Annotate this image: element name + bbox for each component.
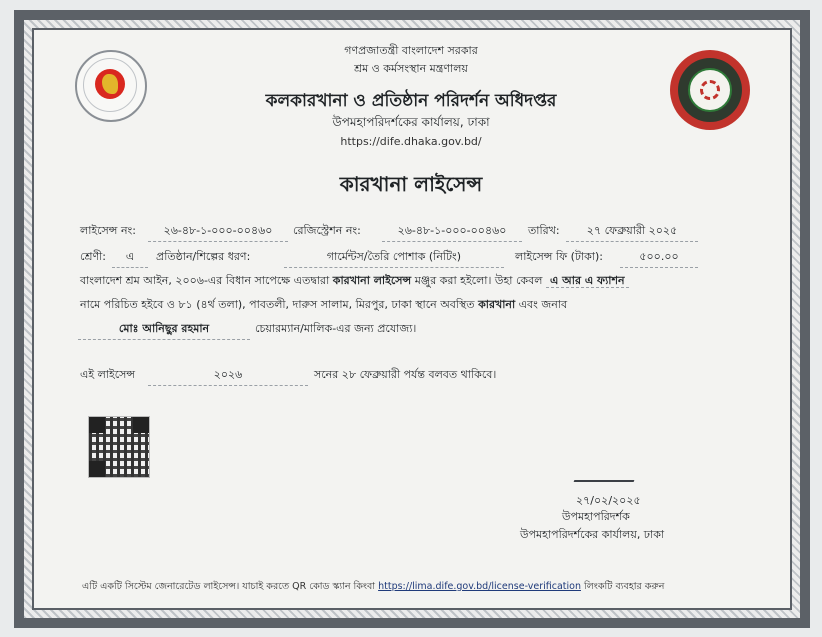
signature-date: ২৭/০২/২০২৫ [576,494,641,507]
fee-value: ৫০০.০০ [620,248,698,268]
certificate-title: কারখানা লাইসেন্স [339,172,483,196]
validity-label: এই লাইসেন্স [80,368,136,381]
verification-link[interactable]: https://lima.dife.gov.bd/license-verification [378,581,581,592]
date-value: ২৭ ফেব্রুয়ারী ২০২৫ [566,222,698,242]
header-ministry: শ্রম ও কর্মসংস্থান মন্ত্রণালয় [354,62,468,75]
signature [574,458,643,482]
signatory-office: উপমহাপরিদর্শকের কার্যালয়, ঢাকা [520,528,665,541]
license-no-label: লাইসেন্স নং: [80,224,136,237]
footer-note: এটি একটি সিস্টেম জেনারেটেড লাইসেন্স। যাচাই করতে QR কোড স্ক্যান কিংবা https://lima.dife.gov.bd/license-verification লিংকটি ব্যবহার করুন [82,581,665,592]
category-label: শ্রেণী: [80,250,106,263]
body-line-2: নামে পরিচিত হইবে ও ৮১ (৪র্থ তলা), পাবতলী, দারুস সালাম, মিরপুর, ঢাকা স্থানে অবস্থিত কারখানা এবং জনাব [80,298,568,311]
signatory-title: উপমহাপরিদর্শক [562,510,630,523]
industry-type-label: প্রতিষ্ঠান/শিল্পের ধরণ: [156,250,251,263]
owner-name: মোঃ আনিছুর রহমান [78,320,250,340]
header-office: উপমহাপরিদর্শকের কার্যালয়, ঢাকা [332,115,490,129]
fee-label: লাইসেন্স ফি (টাকা): [515,250,603,263]
registration-no-value: ২৬-৪৮-১-০০০-০০৪৬০ [382,222,522,242]
validity-year: ২০২৬ [148,366,308,386]
registration-no-label: রেজিস্ট্রেশন নং: [293,224,361,237]
header-government: গণপ্রজাতন্ত্রী বাংলাদেশ সরকার [344,44,478,57]
license-no-value: ২৬-৪৮-১-০০০-০০৪৬০ [148,222,288,242]
owner-role-text: চেয়ারম্যান/মালিক-এর জন্য প্রযোজ্য। [255,322,417,335]
qr-code[interactable] [88,416,150,478]
body-line-1: বাংলাদেশ শ্রম আইন, ২০০৬-এর বিধান সাপেক্ষে এতদ্বারা কারখানা লাইসেন্স মঞ্জুর করা হইলো। উহা কেবল এ আর এ ফ্যাশন [80,272,629,291]
header-website-link[interactable]: https://dife.dhaka.gov.bd/ [340,135,482,148]
header-department: কলকারখানা ও প্রতিষ্ঠান পরিদর্শন অধিদপ্তর [265,91,557,111]
industry-type-value: গার্মেন্টস/তৈরি পোশাক (নিটিং) [284,248,504,268]
company-name: এ আর এ ফ্যাশন [546,274,629,288]
date-label: তারিখ: [528,224,560,237]
category-value: এ [112,248,148,268]
validity-text: সনের ২৮ ফেব্রুয়ারী পর্যন্ত বলবত থাকিবে। [314,368,497,381]
factory-address: ৮১ (৪র্থ তলা), পাবতলী, দারুস সালাম, মিরপুর, ঢাকা [178,298,412,311]
